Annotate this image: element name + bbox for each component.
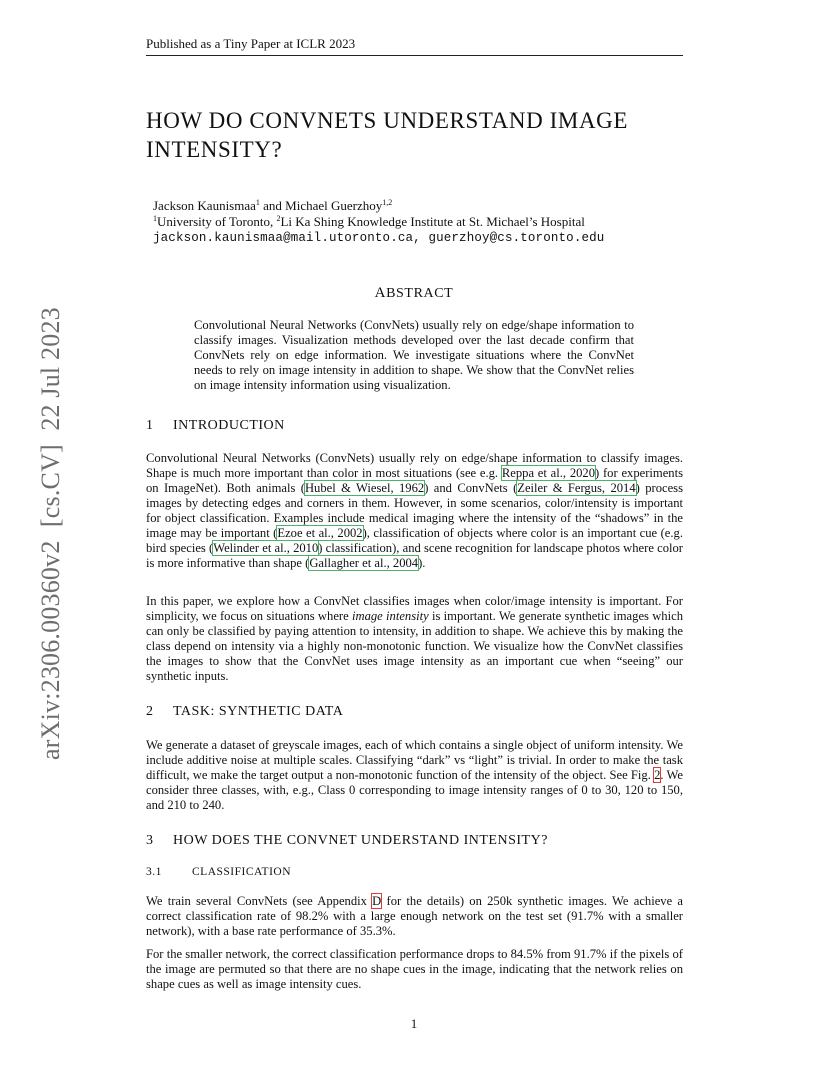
subsection-3-1-title: CLASSIFICATION [192, 866, 292, 878]
intro-p1-text-g: ). [418, 556, 426, 570]
running-head: Published as a Tiny Paper at ICLR 2023 [146, 36, 683, 56]
paper-title [146, 106, 686, 164]
author-emails: jackson.kaunismaa@mail.utoronto.ca, guerzhoy@cs.toronto.edu [153, 231, 605, 245]
section-3-title: HOW DOES THE CONVNET UNDERSTAND INTENSITY? [173, 833, 548, 848]
affiliation-1: University of Toronto, [157, 214, 277, 229]
section-3-heading [146, 833, 548, 849]
section-1-title: INTRODUCTION [173, 418, 285, 433]
intro-p2-text-a: In this paper, we explore how a ConvNet classifies images when color/image intensity is important. For simplicity, we focus on situations where [146, 594, 683, 623]
affiliation-2: Li Ka Shing Knowledge Institute at St. Michael’s Hospital [280, 214, 585, 229]
citation-gallagher-2004[interactable]: Gallagher et al., 2004 [309, 556, 419, 570]
synthetic-data-paragraph [146, 738, 683, 813]
section-2-title: TASK: SYNTHETIC DATA [173, 704, 344, 719]
affiliation-2-mark: 2 [276, 214, 281, 223]
intro-p1-text-f: ) classification), and scene recognition for landscape photos where color is more informative than shape ( [146, 541, 683, 570]
intro-p1-text-b: ) for experiments on ImageNet). Both animals ( [146, 466, 683, 495]
author-1-affiliation-mark: 1 [255, 198, 260, 207]
s3-p1-text-a: We train several ConvNets (see Appendix [146, 894, 373, 908]
author-conjunction: and [259, 198, 286, 213]
s2-p1-text-b: . We consider three classes, with, e.g., Class 0 corresponding to image intensity ranges of 0 to 30, 120 to 150, and 210 to 240. [146, 768, 683, 812]
intro-p2-text-b: is important. We generate synthetic images which can only be classified by paying attention to intensity, in addition to shape. We achieve this by making the class depend on intensity via a highly non-monotonic function. We visualize how the ConvNet classifies the images to show that the ConvNet uses image intensity as an important cue when “seeing” our synthetic inputs. [146, 609, 683, 683]
classification-paragraph-2: For the smaller network, the correct classification performance drops to 84.5% from 91.7% if the pixels of the image are permuted so that there are no shape cues in the image, indicating that the network relies on shape cues as well as image intensity cues. [146, 947, 683, 991]
paper-title-line-1: HOW DO CONVNETS UNDERSTAND IMAGE [146, 108, 629, 133]
page-number: 1 [410, 1016, 418, 1031]
author-2-affiliation-mark: 1,2 [382, 198, 393, 207]
appendix-d-reference[interactable]: D [372, 894, 382, 908]
abstract-heading: ABSTRACT [374, 285, 454, 301]
author-affiliations [153, 214, 604, 230]
author-names [153, 198, 604, 214]
citation-ezoe-2002[interactable]: Ezoe et al., 2002 [277, 526, 363, 540]
subsection-3-1-number: 3.1 [146, 866, 162, 878]
section-1-heading [146, 418, 285, 434]
citation-reppa-2020[interactable]: Reppa et al., 2020 [501, 466, 596, 480]
s3-p1-text-b: for the details) on 250k synthetic images. We achieve a correct classification rate of 98.2% with a large enough network on the test set (91.7% with a smaller network), with a base rate performance of 35.3%. [146, 894, 683, 938]
arxiv-identifier: arXiv:2306.00360v2 [cs.CV] 22 Jul 2023 [36, 307, 65, 760]
intro-p1-text-e: ), classification of objects where color is an important cue (e.g. bird species ( [146, 526, 683, 555]
citation-welinder-2010[interactable]: Welinder et al., 2010 [213, 541, 319, 555]
section-3-number: 3 [146, 833, 154, 848]
classification-paragraph-1 [146, 894, 683, 939]
affiliation-1-mark: 1 [153, 214, 157, 223]
figure-2-reference[interactable]: 2 [654, 768, 661, 782]
section-2-heading [146, 704, 343, 720]
intro-paragraph-2 [146, 594, 683, 684]
s2-p1-text-a: We generate a dataset of greyscale images, each of which contains a single object of uniform intensity. We include additive noise at multiple scales. Classifying “dark” vs “light” is trivial. In order to make the task difficult, we make the target output a non-monotonic function of the intensity of the object. See Fig. [146, 738, 683, 782]
author-1: Jackson Kaunismaa [153, 198, 256, 213]
intro-p1-text-a: Convolutional Neural Networks (ConvNets) usually rely on edge/shape information to classify images. Shape is much more important than color in most situations (see e.g. [146, 451, 683, 480]
citation-zeiler-fergus-2014[interactable]: Zeiler & Fergus, 2014 [517, 481, 636, 495]
section-2-number: 2 [146, 704, 154, 719]
intro-p2-emphasis: image intensity [351, 609, 429, 623]
section-1-number: 1 [146, 418, 154, 433]
author-block [153, 198, 604, 246]
abstract-text: Convolutional Neural Networks (ConvNets) usually rely on edge/shape information to classify images. Visualization methods developed over the last decade confirm that ConvNets rely on edge information. We investigate situations where the ConvNet needs to rely on image intensity in addition to shape. We show that the ConvNet relies on image intensity information using visualization. [194, 318, 634, 392]
intro-p1-text-c: ) and ConvNets ( [424, 481, 518, 495]
intro-p1-text-d: ) process images by detecting edges and corners in them. However, in some scenarios, color/intensity is important for object classification. Examples include medical imaging where the intensity of the “shadows” in the image may be important ( [146, 481, 683, 540]
subsection-3-1-heading [146, 866, 291, 878]
author-2: Michael Guerzhoy [285, 198, 383, 213]
paper-title-line-2: INTENSITY? [146, 137, 283, 162]
citation-hubel-wiesel-1962[interactable]: Hubel & Wiesel, 1962 [304, 481, 425, 495]
intro-paragraph-1 [146, 451, 683, 571]
